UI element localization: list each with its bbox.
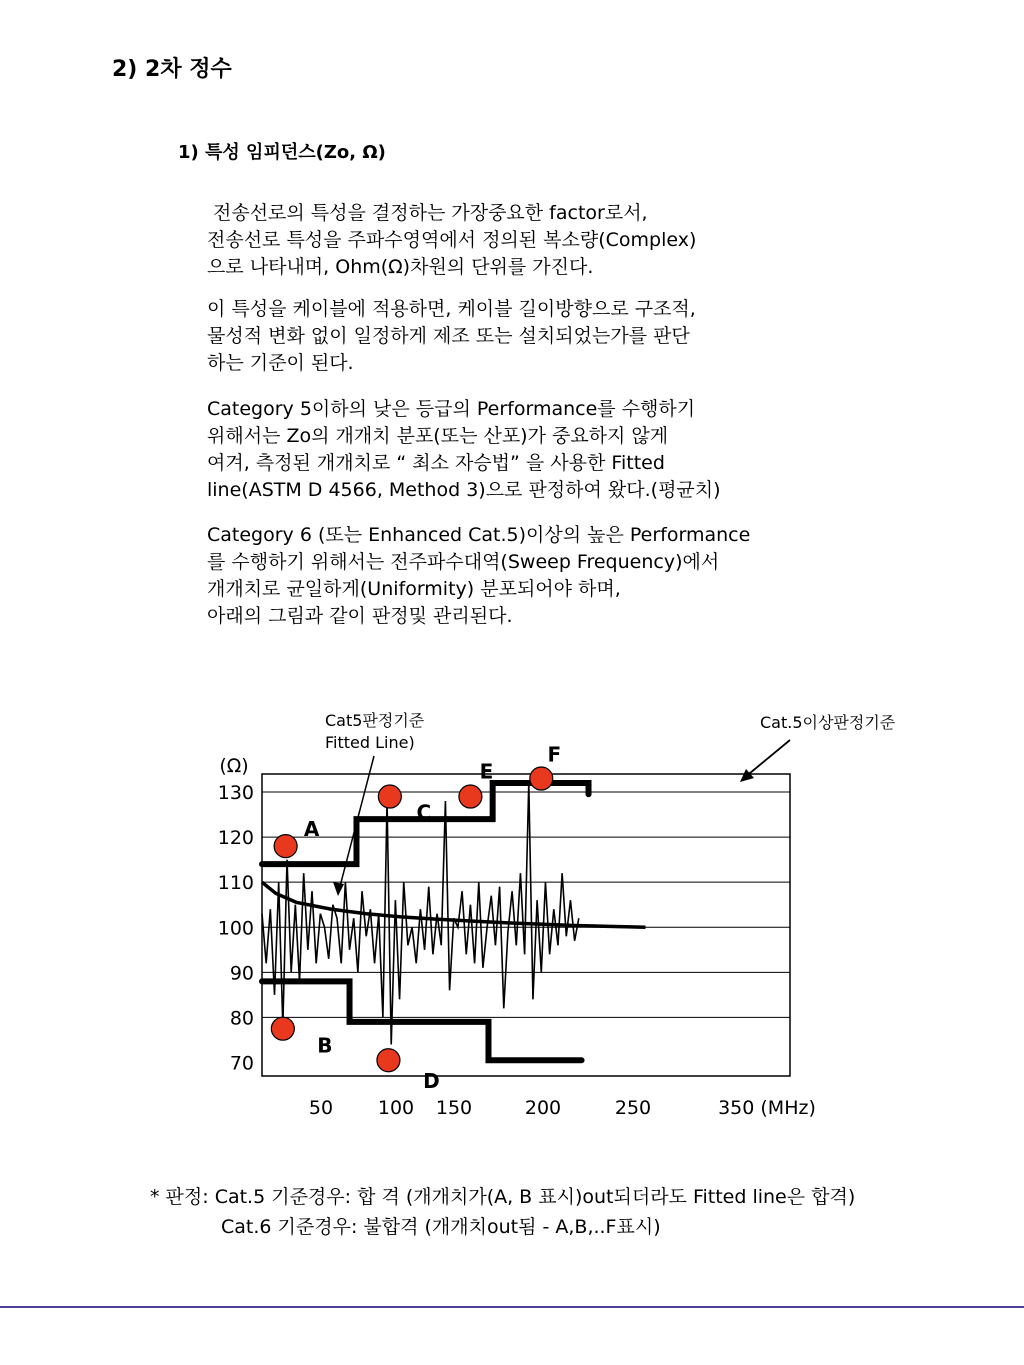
y-tick-label: 70 xyxy=(229,1052,254,1075)
cat6-criteria-callout-arrow xyxy=(744,740,790,778)
paragraph-line: 물성적 변화 없이 일정하게 제조 또는 설치되었는가를 판단 xyxy=(207,325,690,347)
x-tick-label: 350 (MHz) xyxy=(718,1097,816,1119)
paragraph-line: 개개치로 균일하게(Uniformity) 분포되어야 하며, xyxy=(207,578,621,600)
paragraph-line: 으로 나타내며, Ohm(Ω)차원의 단위를 가진다. xyxy=(207,256,594,278)
x-tick-label: 100 xyxy=(377,1097,415,1119)
paragraph-line: Category 5이하의 낮은 등급의 Performance를 수행하기 xyxy=(207,398,696,420)
marker-label-b: B xyxy=(317,1033,333,1058)
bottom-rule xyxy=(0,1306,1024,1308)
paragraph-line: Category 6 (또는 Enhanced Cat.5)이상의 높은 Performance xyxy=(207,524,751,546)
fitted-line-callout-arrow xyxy=(338,756,374,894)
marker-c xyxy=(378,785,401,808)
x-tick-label: 150 xyxy=(435,1097,473,1119)
paragraph-1 xyxy=(207,200,697,281)
marker-label-f: F xyxy=(547,742,562,767)
x-tick-label: 200 xyxy=(524,1097,562,1119)
section-heading: 2) 2차 정수 xyxy=(112,57,232,82)
marker-label-d: D xyxy=(423,1069,440,1094)
marker-label-e: E xyxy=(479,759,494,784)
marker-label-a: A xyxy=(303,817,320,842)
fitted-line-callout-label: Fitted Line) xyxy=(325,733,415,752)
paragraph-line: 전송선로의 특성을 결정하는 가장중요한 factor로서, xyxy=(213,202,648,224)
paragraph-4 xyxy=(207,522,750,630)
paragraph-2 xyxy=(207,296,696,377)
cat6-criteria-callout-label: Cat.5이상판정기준 xyxy=(760,713,896,732)
paragraph-line: 이 특성을 케이블에 적용하면, 케이블 길이방향으로 구조적, xyxy=(207,298,696,320)
y-tick-label: 100 xyxy=(217,917,254,940)
paragraph-3 xyxy=(207,396,721,504)
y-tick-label: 80 xyxy=(229,1007,254,1030)
y-axis-unit-label: (Ω) xyxy=(219,755,249,777)
y-tick-label: 120 xyxy=(217,827,254,850)
y-tick-label: 110 xyxy=(217,872,254,895)
judgement-note-cat6: Cat.6 기준경우: 불합격 (개개치out됨 - A,B,..F표시) xyxy=(221,1216,661,1238)
paragraph-line: 를 수행하기 위해서는 전주파수대역(Sweep Frequency)에서 xyxy=(207,551,720,573)
paragraph-line: 여겨, 측정된 개개치로 “ 최소 자승법” 을 사용한 Fitted xyxy=(207,452,665,474)
judgement-note-cat5: * 판정: Cat.5 기준경우: 합 격 (개개치가(A, B 표시)out되더라도 Fitted line은 합격) xyxy=(150,1186,856,1208)
subsection-heading: 1) 특성 임피던스(Zo, Ω) xyxy=(178,142,386,163)
marker-a xyxy=(274,835,297,858)
fitted-line-callout-arrowhead xyxy=(333,882,344,896)
marker-d xyxy=(377,1049,400,1072)
marker-e xyxy=(459,785,482,808)
marker-b xyxy=(271,1017,294,1040)
paragraph-line: line(ASTM D 4566, Method 3)으로 판정하여 왔다.(평균치) xyxy=(207,479,721,501)
fitted-line-callout-label: Cat5판정기준 xyxy=(325,711,425,730)
impedance-chart xyxy=(0,690,1024,1150)
x-tick-label: 250 xyxy=(614,1097,652,1119)
marker-label-c: C xyxy=(416,800,432,825)
paragraph-line: 아래의 그림과 같이 판정및 관리된다. xyxy=(207,605,513,627)
paragraph-line: 위해서는 Zo의 개개치 분포(또는 산포)가 중요하지 않게 xyxy=(207,425,669,447)
y-tick-label: 90 xyxy=(229,962,254,985)
y-tick-label: 130 xyxy=(217,782,254,805)
paragraph-line: 하는 기준이 된다. xyxy=(207,352,354,374)
paragraph-line: 전송선로 특성을 주파수영역에서 정의된 복소량(Complex) xyxy=(207,229,697,251)
x-tick-label: 50 xyxy=(308,1097,334,1119)
marker-f xyxy=(530,767,553,790)
